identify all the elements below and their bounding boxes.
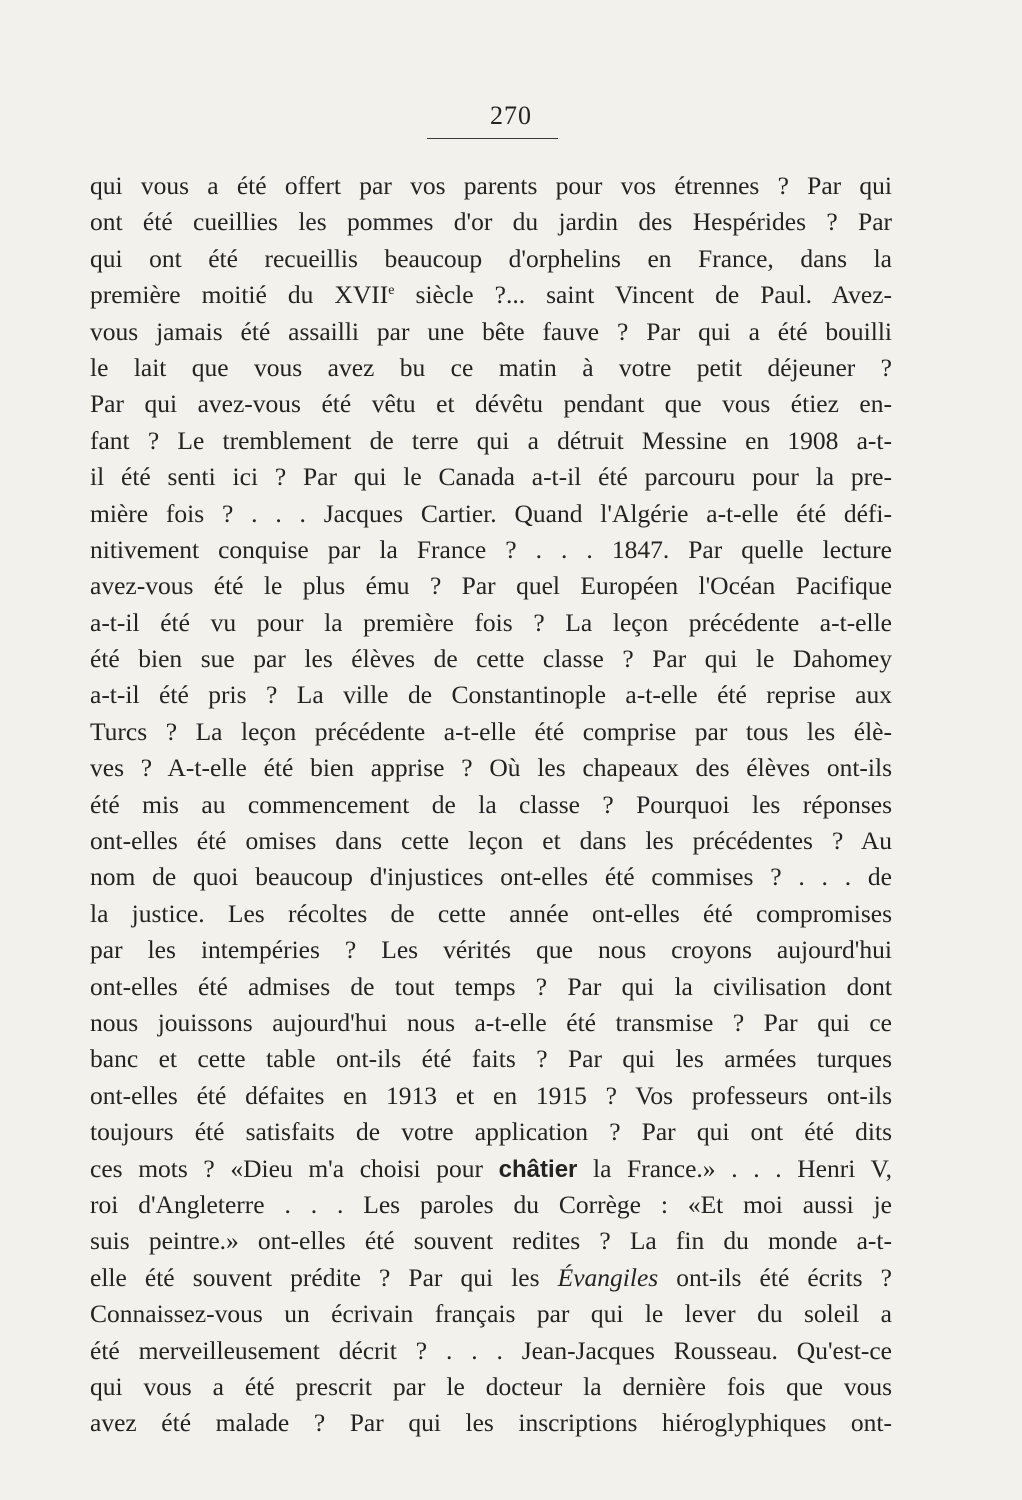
text-line: nom de quoi beaucoup d'injustices ont-elles été commises ? . . . de [90,862,892,892]
text-line: toujours été satisfaits de votre application ? Par qui ont été dits [90,1117,892,1147]
text-line: Par qui avez-vous été vêtu et dévêtu pendant que vous étiez en- [90,389,892,419]
text-line: la justice. Les récoltes de cette année ont-elles été compromises [90,898,892,928]
superscript-e: e [388,283,395,299]
text-line: Connaissez-vous un écrivain français par qui le lever du soleil a [90,1299,892,1329]
text-line: nitivement conquise par la France ? . . . 1847. Par quelle lecture [90,534,892,564]
text-line: nous jouissons aujourd'hui nous a-t-elle été transmise ? Par qui ce [90,1007,892,1037]
text-line: première moitié du XVIIe siècle ?... saint Vincent de Paul. Avez- [90,280,893,310]
page-number: 270 [490,101,532,130]
text-line: banc et cette table ont-ils été faits ? Par qui les armées turques [90,1044,892,1074]
text-line: ont été cueillies les pommes d'or du jardin des Hespérides ? Par [90,207,892,237]
text-line: roi d'Angleterre . . . Les paroles du Corrège : «Et moi aussi je [90,1189,892,1219]
text-line: été merveilleusement décrit ? . . . Jean-Jacques Rousseau. Qu'est-ce [90,1335,892,1365]
body-text [90,168,892,1442]
text-line: mière fois ? . . . Jacques Cartier. Quand l'Algérie a-t-elle été défi- [90,498,892,528]
text-line: qui vous a été prescrit par le docteur la dernière fois que vous [90,1371,892,1401]
text-line: elle été souvent prédite ? Par qui les Évangiles ont-ils été écrits ? [90,1262,892,1292]
italic-word-evangiles: Évangiles [557,1262,659,1292]
text-line: qui ont été recueillis beaucoup d'orphelins en France, dans la [90,243,892,273]
text-line: ces mots ? «Dieu m'a choisi pour châtier la France.» . . . Henri V, [90,1153,892,1183]
text-line: a-t-il été pris ? La ville de Constantinople a-t-elle été reprise aux [90,680,892,710]
text-line: fant ? Le tremblement de terre qui a détruit Messine en 1908 a-t- [90,425,892,455]
text-line: qui vous a été offert par vos parents pour vos étrennes ? Par qui [90,171,892,200]
text-line: il été senti ici ? Par qui le Canada a-t-il été parcouru pour la pre- [90,462,892,492]
text-line: ont-elles été admises de tout temps ? Par qui la civilisation dont [90,971,892,1001]
text-line: le lait que vous avez bu ce matin à votre petit déjeuner ? [90,352,892,382]
text-line: ont-elles été défaites en 1913 et en 1915 ? Vos professeurs ont-ils [90,1080,892,1110]
text-line: été bien sue par les élèves de cette classe ? Par qui le Dahomey [90,644,892,674]
text-line: ves ? A-t-elle été bien apprise ? Où les chapeaux des élèves ont-ils [90,753,892,783]
text-line: a-t-il été vu pour la première fois ? La leçon précédente a-t-elle [90,607,892,637]
text-line: avez-vous été le plus ému ? Par quel Européen l'Océan Pacifique [90,571,892,601]
text-line: vous jamais été assailli par une bête fauve ? Par qui a été bouilli [90,316,892,346]
text-line: ont-elles été omises dans cette leçon et dans les précédentes ? Au [90,826,892,856]
text-line: Turcs ? La leçon précédente a-t-elle été comprise par tous les élè- [90,716,892,746]
text-line: été mis au commencement de la classe ? Pourquoi les réponses [90,789,892,819]
header-rule [427,138,558,139]
text-line: par les intempéries ? Les vérités que nous croyons aujourd'hui [90,935,892,965]
text-line: avez été malade ? Par qui les inscriptions hiéroglyphiques ont- [90,1408,892,1438]
text-line: suis peintre.» ont-elles été souvent redites ? La fin du monde a-t- [90,1226,892,1256]
bold-word-chatier: châtier [498,1155,578,1183]
